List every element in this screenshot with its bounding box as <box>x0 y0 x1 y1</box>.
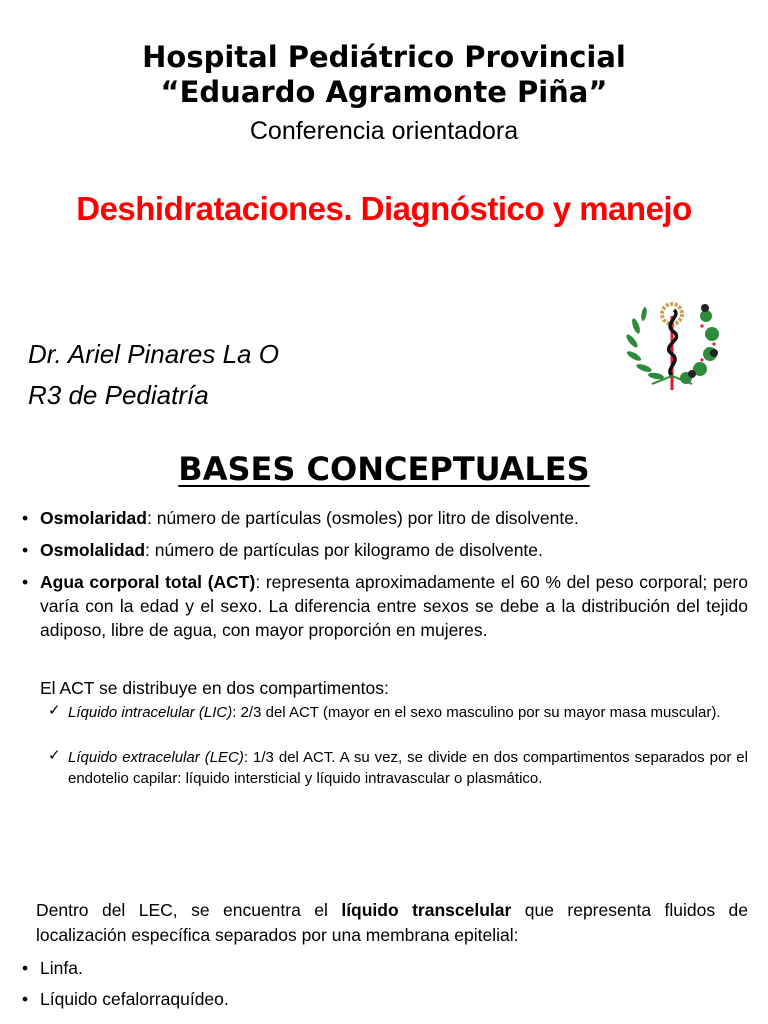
term: Osmolaridad <box>40 508 147 528</box>
fluid-item <box>22 987 748 1011</box>
bullet-icon: • <box>22 958 29 978</box>
hospital-line-1: Hospital Pediátrico Provincial <box>142 40 626 74</box>
fluid-label: Líquido cefalorraquídeo. <box>40 989 229 1009</box>
definition: : representa aproximadamente el 60 % del peso corporal; pero varía con la edad y el sexo. La diferencia entre sexos se debe a la distribución del tejido adiposo, libre de agua, con mayor proporción en mujeres. <box>40 572 748 640</box>
hospital-name <box>0 40 768 110</box>
bullet-icon: • <box>22 508 29 528</box>
text: Dentro del LEC, se encuentra el <box>36 900 342 920</box>
checkmark-icon: ✓ <box>48 702 61 719</box>
term: líquido transcelular <box>341 900 512 920</box>
section-heading: BASES CONCEPTUALES <box>178 450 590 488</box>
conference-subtitle: Conferencia orientadora <box>249 117 519 145</box>
term: Osmolalidad <box>40 540 146 560</box>
term: Líquido intracelular (LIC) <box>68 704 233 721</box>
author-role: R3 de Pediatría <box>28 380 209 410</box>
bullet-osmolalidad <box>22 538 748 562</box>
bullet-osmolaridad <box>22 506 748 530</box>
bullet-act <box>22 570 748 642</box>
compartment-lec <box>48 747 748 789</box>
hospital-line-2: “Eduardo Agramonte Piña” <box>160 75 608 109</box>
author-name: Dr. Ariel Pinares La O <box>28 339 279 369</box>
compartment-lic <box>48 702 748 723</box>
term: Agua corporal total (ACT) <box>40 572 256 592</box>
distribution-intro: El ACT se distribuye en dos compartimentos: <box>40 678 389 698</box>
checkmark-icon: ✓ <box>48 747 61 764</box>
bullet-icon: • <box>22 572 29 592</box>
definition: : número de partículas por kilogramo de disolvente. <box>145 540 543 560</box>
medical-emblem-logo <box>622 296 722 392</box>
definition: : 1/3 del ACT. A su vez, se divide en dos compartimentos separados por el endotelio capilar: líquido intersticial y líquido intravascular o plasmático. <box>68 749 748 787</box>
author-block <box>28 334 279 416</box>
bullet-icon: • <box>22 540 29 560</box>
term: Líquido extracelular (LEC) <box>68 749 244 766</box>
transcellular-paragraph <box>36 898 748 948</box>
definition: : número de partículas (osmoles) por litro de disolvente. <box>146 508 579 528</box>
fluid-item <box>22 956 748 980</box>
text: que representa fluidos de localización específica separados por una membrana epitelial: <box>36 900 748 945</box>
presentation-title: Deshidrataciones. Diagnóstico y manejo <box>76 190 692 227</box>
definition: : 2/3 del ACT (mayor en el sexo masculino por su mayor masa muscular). <box>232 704 721 721</box>
bullet-icon: • <box>22 989 29 1009</box>
fluid-label: Linfa. <box>40 958 83 978</box>
